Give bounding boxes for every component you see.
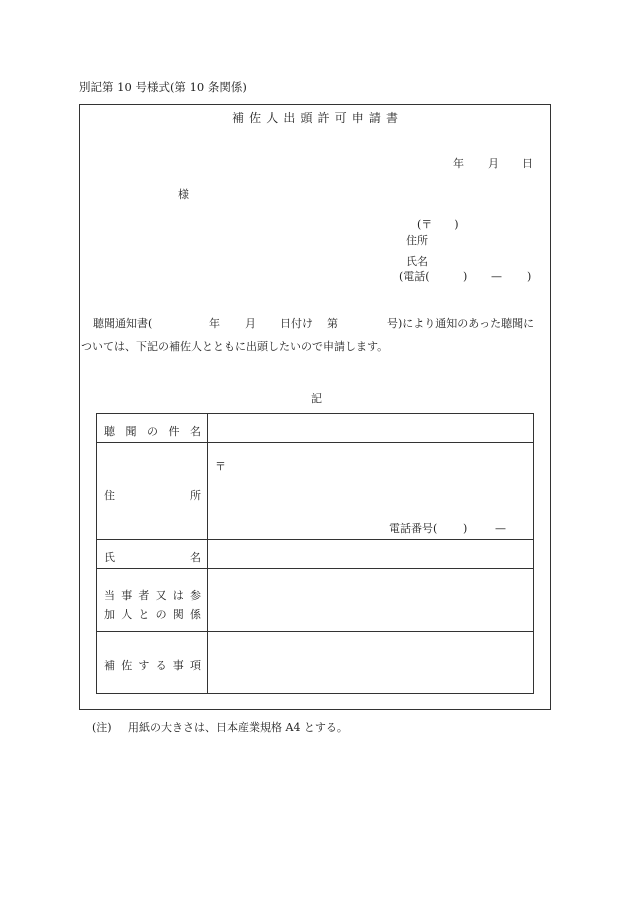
label-char: す [138,659,150,672]
row-label [97,632,208,693]
title-char: 頭 [300,111,313,125]
label-char: 項 [189,659,201,672]
date-year: 年 [453,157,464,170]
label-char: 係 [189,608,201,621]
applicant-postal: (〒 ) [417,218,459,231]
row2-phone-label: 電話番号( [389,522,438,535]
label-char: の [147,425,158,438]
body-month: 月 [245,317,256,330]
label-char: 氏 [104,551,115,564]
label-char: 当 [104,589,115,602]
label-char: の [155,608,167,621]
label-char: 所 [190,489,201,502]
row-label [97,569,208,631]
applicant-phone-paren: ) [463,270,468,283]
form-title [232,112,398,124]
label-char: 住 [104,489,115,502]
ki-label: 記 [311,392,322,405]
title-char: 請 [368,111,381,125]
applicant-phone-dash: — [491,270,502,283]
note-text: 用紙の大きさは、日本産業規格 A4 とする。 [128,721,348,734]
label-char: る [155,659,167,672]
row2-postal: 〒 [215,460,226,473]
label-char: 人 [121,608,133,621]
label-char: 補 [104,659,115,672]
addressee-suffix: 様 [178,188,189,201]
date-day: 日 [522,157,533,170]
label-char: 事 [121,589,133,602]
body-no: 第 [327,317,338,330]
details-table [96,413,534,694]
label-char: 聴 [104,425,115,438]
label-char: 名 [190,551,201,564]
label-char: と [138,608,150,621]
label-char: 関 [172,608,184,621]
table-row [97,569,533,632]
title-char: 申 [351,111,364,125]
row2-phone-dash: — [495,522,506,535]
row-label [97,443,208,539]
label-char: 聞 [125,425,137,438]
applicant-name-label: 氏名 [406,255,428,268]
title-char: 佐 [249,111,262,125]
applicant-address-label: 住所 [406,234,428,247]
table-row [97,540,533,569]
label-char: 名 [190,425,201,438]
table-row [97,414,533,443]
label-char: 佐 [121,659,133,672]
label-char: は [172,589,184,602]
label-char: 事 [172,659,184,672]
title-char: 補 [232,111,245,125]
body-line2: ついては、下記の補佐人とともに出頭したいので申請します。 [81,340,389,353]
label-char: 又 [155,589,167,602]
date-month: 月 [488,157,499,170]
title-char: 可 [334,111,347,125]
label-char: 件 [168,425,180,438]
row2-phone-paren: ) [463,522,468,535]
table-row [97,632,533,693]
table-row [97,443,533,540]
label-char: 者 [138,589,150,602]
label-char: 参 [189,589,201,602]
note-label: (注) [92,721,112,734]
body-prefix: 聴聞通知書( [93,317,153,330]
applicant-phone-close: ) [527,270,532,283]
body-year: 年 [209,317,220,330]
title-char: 許 [317,111,330,125]
applicant-phone-open: (電話( [399,270,430,283]
row-label [97,414,208,442]
label-char: 加 [104,608,115,621]
form-number: 別記第 10 号様式(第 10 条関係) [79,80,247,94]
title-char: 出 [283,111,296,125]
title-char: 書 [385,111,398,125]
body-suffix: 号)により通知のあった聴聞に [387,317,535,330]
row-label [97,540,208,568]
title-char: 人 [266,111,279,125]
body-day: 日付け [280,317,313,330]
